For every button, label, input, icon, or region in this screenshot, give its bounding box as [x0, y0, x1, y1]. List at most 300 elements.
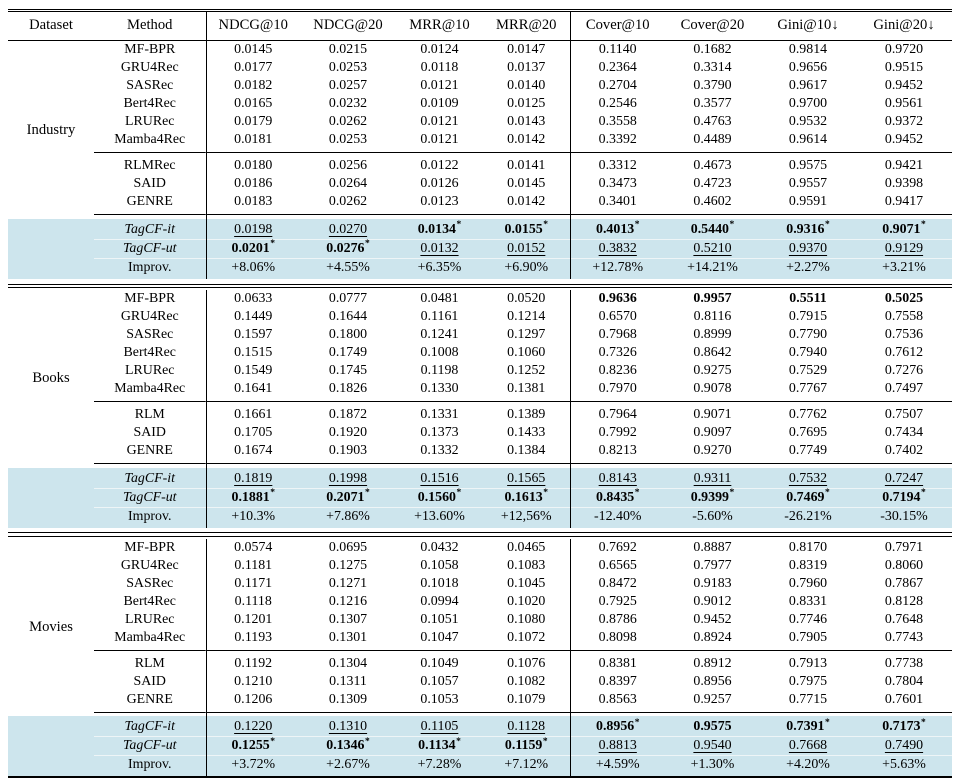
metric-cell	[570, 193, 665, 211]
metric-cell	[300, 539, 396, 557]
metric-value: 0.3558	[598, 113, 637, 129]
metric-value: 0.0186	[234, 175, 273, 191]
metric-value: 0.1449	[234, 308, 273, 324]
method-label: RLM	[134, 406, 165, 422]
significance-star: *	[364, 239, 370, 250]
metric-value: 0.1053	[420, 691, 459, 707]
method-label: TagCF-it	[94, 219, 206, 239]
method-label: TagCF-it	[94, 716, 206, 736]
metric-value: 0.1080	[507, 611, 546, 627]
metric-value: 0.0177	[234, 59, 273, 75]
metric-cell	[665, 95, 760, 113]
metric-value: 0.5440	[690, 221, 729, 237]
metric-value: 0.7326	[598, 344, 637, 360]
column-header-method: Method	[94, 11, 206, 41]
metric-value: 0.1171	[234, 575, 273, 591]
metric-value: 0.8170	[788, 539, 828, 555]
metric-value: 0.1210	[234, 673, 273, 689]
metric-value: 0.7767	[788, 380, 828, 396]
metric-cell	[483, 673, 570, 691]
metric-value: 0.0145	[507, 175, 546, 191]
group-divider-line	[570, 647, 952, 655]
group-divider-line	[570, 460, 952, 468]
metric-value: +1.30%	[690, 757, 735, 773]
metric-value: 0.9575	[788, 157, 828, 173]
metric-cell	[483, 258, 570, 278]
metric-cell	[300, 442, 396, 460]
metric-value: 0.7668	[788, 738, 828, 754]
metric-cell	[665, 716, 760, 736]
method-label: Improv.	[94, 258, 206, 278]
metric-cell	[300, 131, 396, 149]
metric-value: 0.9316	[786, 221, 825, 237]
dataset-label: Industry	[26, 121, 76, 138]
method-label: TagCF-ut	[94, 239, 206, 258]
metric-value: 0.3832	[598, 240, 637, 256]
metric-value: 0.0232	[328, 95, 368, 111]
metric-cell	[206, 344, 300, 362]
metric-cell	[760, 691, 856, 709]
metric-value: 0.1018	[420, 575, 459, 591]
metric-cell	[856, 716, 952, 736]
metric-value: +13.60%	[414, 508, 465, 524]
method-label: MF-BPR	[124, 539, 176, 555]
metric-value: 0.1331	[420, 406, 459, 422]
metric-cell	[760, 673, 856, 691]
method-label: Improv.	[94, 756, 206, 777]
metric-value: 0.0142	[507, 193, 546, 209]
metric-value: -5.60%	[692, 508, 733, 524]
metric-value: 0.8472	[598, 575, 637, 591]
metric-value: +7.28%	[417, 757, 462, 773]
metric-cell	[483, 691, 570, 709]
metric-cell	[760, 290, 856, 308]
metric-cell	[483, 344, 570, 362]
metric-cell	[396, 131, 483, 149]
metric-cell	[396, 557, 483, 575]
metric-cell	[483, 593, 570, 611]
metric-value: +5.63%	[882, 757, 926, 773]
group-divider-line	[206, 647, 570, 655]
metric-value: 0.7276	[884, 362, 924, 378]
metric-cell	[300, 239, 396, 258]
metric-value: 0.4013	[596, 221, 635, 237]
metric-value: 0.1565	[507, 470, 546, 486]
metric-value: 0.7507	[884, 406, 924, 422]
metric-cell	[396, 113, 483, 131]
metric-value: 0.1216	[328, 593, 368, 609]
metric-value: 0.8060	[884, 557, 924, 573]
metric-value: 0.1613	[504, 489, 543, 505]
metric-cell	[665, 655, 760, 673]
metric-value: 0.0257	[328, 77, 368, 93]
metric-cell	[665, 575, 760, 593]
method-label: MF-BPR	[124, 290, 176, 306]
method-label: Mamba4Rec	[114, 629, 186, 645]
metric-value: 0.1082	[507, 673, 546, 689]
significance-star: *	[920, 488, 926, 499]
metric-value: 0.1384	[507, 442, 546, 458]
metric-value: 0.0264	[328, 175, 368, 191]
metric-value: 0.1198	[420, 362, 459, 378]
metric-cell	[856, 157, 952, 175]
metric-value: 0.8912	[693, 655, 732, 671]
method-label: SASRec	[126, 575, 174, 591]
metric-cell	[206, 380, 300, 398]
table-row-highlighted	[8, 507, 952, 527]
metric-cell	[300, 468, 396, 488]
metric-value: 0.9814	[788, 42, 828, 57]
metric-value: 0.5210	[693, 240, 732, 256]
method-label: RLM	[134, 655, 165, 671]
metric-cell	[300, 95, 396, 113]
metric-cell	[856, 131, 952, 149]
metric-cell	[206, 716, 300, 736]
dataset-label: Movies	[29, 619, 73, 636]
table-row	[8, 113, 952, 131]
metric-cell	[396, 716, 483, 736]
metric-cell	[856, 258, 952, 278]
significance-star: *	[456, 736, 461, 747]
metric-cell	[760, 380, 856, 398]
metric-value: 0.1301	[328, 629, 368, 645]
group-divider-line	[94, 398, 206, 406]
group-divider-line	[94, 149, 206, 157]
group-divider-line	[94, 647, 206, 655]
metric-cell	[665, 756, 760, 777]
metric-cell	[665, 507, 760, 527]
metric-cell	[396, 406, 483, 424]
metric-cell	[665, 59, 760, 77]
metric-value: 0.9421	[884, 157, 924, 173]
significance-star: *	[270, 736, 275, 747]
metric-value: 0.7746	[788, 611, 828, 627]
metric-value: 0.4489	[693, 131, 732, 147]
metric-cell	[665, 539, 760, 557]
metric-value: 0.7971	[884, 539, 924, 555]
metric-cell	[665, 557, 760, 575]
metric-value: 0.7173	[882, 719, 921, 735]
group-divider-line	[94, 460, 206, 468]
metric-value: 0.1549	[234, 362, 273, 378]
metric-cell	[483, 59, 570, 77]
metric-value: 0.0118	[420, 59, 459, 75]
metric-value: +10.3%	[231, 508, 276, 524]
metric-value: 0.7536	[884, 326, 924, 342]
metric-value: 0.1641	[234, 380, 273, 396]
metric-value: 0.7434	[884, 424, 924, 440]
metric-value: 0.7490	[884, 738, 924, 754]
metric-value: 0.1304	[328, 655, 368, 671]
metric-value: 0.9515	[884, 59, 924, 75]
metric-value: 0.1311	[329, 673, 367, 689]
metric-cell	[665, 442, 760, 460]
metric-value: 0.7970	[598, 380, 637, 396]
metric-value: 0.7194	[882, 489, 921, 505]
metric-cell	[206, 157, 300, 175]
metric-value: 0.0481	[420, 290, 459, 306]
metric-value: +4.55%	[326, 259, 370, 275]
metric-value: 0.9617	[788, 77, 828, 93]
metric-value: 0.0155	[504, 221, 543, 237]
block-divider-double-line	[8, 532, 952, 537]
metric-cell	[665, 157, 760, 175]
metric-value: 0.8381	[598, 655, 637, 671]
metric-cell	[760, 424, 856, 442]
metric-value: 0.8236	[598, 362, 637, 378]
metric-value: 0.9591	[788, 193, 828, 209]
metric-value: +4.20%	[786, 757, 830, 773]
metric-cell	[570, 77, 665, 95]
metric-cell	[856, 655, 952, 673]
metric-value: 0.1674	[234, 442, 273, 458]
metric-cell	[760, 258, 856, 278]
method-label: LRURec	[125, 362, 175, 378]
metric-cell	[483, 77, 570, 95]
group-divider-line	[94, 211, 206, 219]
metric-cell	[570, 290, 665, 308]
metric-value: 0.1214	[507, 308, 546, 324]
metric-value: 0.0121	[420, 113, 459, 129]
metric-value: 0.7804	[884, 673, 924, 689]
metric-cell	[300, 59, 396, 77]
metric-cell	[396, 691, 483, 709]
metric-value: 0.9636	[598, 290, 637, 306]
metric-cell	[760, 239, 856, 258]
metric-value: 0.0432	[420, 539, 459, 555]
metric-cell	[856, 113, 952, 131]
metric-cell	[300, 673, 396, 691]
table-row-highlighted	[8, 219, 952, 239]
metric-cell	[665, 488, 760, 507]
metric-cell	[483, 655, 570, 673]
metric-value: +6.90%	[504, 259, 549, 275]
metric-value: 0.1049	[420, 655, 459, 671]
method-label: Mamba4Rec	[114, 131, 186, 147]
group-divider-line	[206, 398, 570, 406]
metric-value: 0.9656	[788, 59, 828, 75]
metric-value: 0.1381	[507, 380, 546, 396]
metric-cell	[665, 406, 760, 424]
table-row	[8, 362, 952, 380]
metric-cell	[760, 175, 856, 193]
metric-cell	[396, 95, 483, 113]
metric-cell	[665, 113, 760, 131]
metric-value: 0.6565	[598, 557, 637, 573]
table-row	[8, 175, 952, 193]
metric-cell	[396, 424, 483, 442]
metric-value: 0.7532	[788, 470, 828, 486]
table-row	[8, 41, 952, 59]
method-label: SAID	[133, 424, 166, 440]
metric-value: 0.0465	[507, 539, 546, 555]
metric-cell	[570, 507, 665, 527]
metric-value: 0.9071	[882, 221, 921, 237]
metric-cell	[665, 424, 760, 442]
method-label: SASRec	[126, 77, 174, 93]
significance-star: *	[364, 488, 370, 499]
method-label: TagCF-ut	[94, 737, 206, 756]
metric-value: 0.9957	[693, 290, 732, 306]
metric-value: 0.1079	[507, 691, 546, 707]
block-divider-double-line	[8, 284, 952, 289]
metric-value: 0.8786	[598, 611, 637, 627]
metric-cell	[570, 175, 665, 193]
metric-value: 0.5511	[789, 290, 827, 306]
metric-cell	[483, 131, 570, 149]
metric-cell	[206, 219, 300, 239]
method-label: GENRE	[126, 193, 173, 209]
metric-cell	[856, 424, 952, 442]
metric-value: 0.9270	[693, 442, 732, 458]
metric-value: 0.7695	[788, 424, 828, 440]
metric-cell	[760, 77, 856, 95]
metric-cell	[396, 468, 483, 488]
metric-cell	[300, 593, 396, 611]
metric-cell	[760, 113, 856, 131]
metric-value: 0.9720	[884, 42, 924, 57]
metric-value: 0.4763	[693, 113, 732, 129]
metric-value: 0.1597	[234, 326, 273, 342]
group-divider	[8, 398, 952, 406]
column-header-dataset: Dataset	[8, 11, 94, 41]
metric-cell	[665, 219, 760, 239]
table-row	[8, 77, 952, 95]
table-row	[8, 157, 952, 175]
metric-value: 0.8999	[693, 326, 732, 342]
metric-cell	[206, 95, 300, 113]
metric-value: 0.7715	[788, 691, 828, 707]
metric-value: 0.9532	[788, 113, 828, 129]
method-label: GRU4Rec	[120, 59, 179, 75]
metric-cell	[570, 380, 665, 398]
metric-cell	[396, 258, 483, 278]
metric-cell	[396, 611, 483, 629]
metric-cell	[760, 575, 856, 593]
metric-cell	[206, 611, 300, 629]
metric-value: -12.40%	[594, 508, 642, 524]
metric-cell	[760, 756, 856, 777]
metric-value: 0.1083	[507, 557, 546, 573]
metric-value: 0.1076	[507, 655, 546, 671]
metric-cell	[483, 442, 570, 460]
metric-value: +8.06%	[231, 259, 276, 275]
metric-cell	[396, 175, 483, 193]
metric-value: 0.1193	[234, 629, 273, 645]
method-label: Bert4Rec	[123, 593, 176, 609]
metric-cell	[570, 716, 665, 736]
metric-cell	[483, 113, 570, 131]
metric-value: 0.9452	[693, 611, 732, 627]
metric-value: 0.1903	[328, 442, 368, 458]
metric-cell	[300, 406, 396, 424]
metric-cell	[206, 593, 300, 611]
block-divider-cell	[8, 279, 952, 290]
metric-value: 0.1271	[328, 575, 368, 591]
metric-value: 0.0152	[507, 240, 546, 256]
metric-cell	[206, 258, 300, 278]
metric-value: 0.1310	[328, 719, 368, 735]
metric-value: 0.1020	[507, 593, 546, 609]
metric-value: 0.1008	[420, 344, 459, 360]
table-row-highlighted	[8, 488, 952, 507]
metric-cell	[396, 539, 483, 557]
metric-cell	[760, 629, 856, 647]
metric-value: 0.7905	[788, 629, 828, 645]
column-header-ndcg20: NDCG@20	[300, 11, 396, 41]
metric-cell	[665, 258, 760, 278]
metric-cell	[206, 737, 300, 756]
table-row	[8, 59, 952, 77]
metric-cell	[856, 77, 952, 95]
significance-star: *	[270, 239, 275, 250]
metric-value: 0.0520	[507, 290, 546, 306]
table-row	[8, 575, 952, 593]
metric-value: 0.7940	[788, 344, 828, 360]
metric-value: 0.3401	[598, 193, 637, 209]
metric-cell	[396, 290, 483, 308]
method-label: GENRE	[126, 691, 173, 707]
metric-value: +6.35%	[417, 259, 462, 275]
metric-cell	[760, 655, 856, 673]
metric-cell	[856, 290, 952, 308]
dataset-highlight-cell	[8, 468, 94, 528]
metric-value: 0.1252	[507, 362, 546, 378]
metric-value: 0.9078	[693, 380, 732, 396]
metric-cell	[300, 326, 396, 344]
metric-value: 0.9012	[693, 593, 732, 609]
metric-cell	[206, 655, 300, 673]
metric-value: 0.1745	[328, 362, 368, 378]
block-divider-cell	[8, 528, 952, 539]
metric-value: 0.0126	[420, 175, 459, 191]
metric-cell	[570, 344, 665, 362]
metric-cell	[300, 290, 396, 308]
metric-value: 0.4723	[693, 175, 732, 191]
metric-cell	[206, 290, 300, 308]
metric-cell	[206, 239, 300, 258]
metric-cell	[856, 308, 952, 326]
group-divider-line	[570, 211, 952, 219]
metric-value: 0.0574	[234, 539, 273, 555]
metric-value: 0.8887	[693, 539, 732, 555]
metric-cell	[396, 737, 483, 756]
metric-value: 0.1826	[328, 380, 368, 396]
metric-value: 0.7977	[693, 557, 732, 573]
metric-cell	[856, 380, 952, 398]
metric-cell	[483, 756, 570, 777]
metric-cell	[483, 193, 570, 211]
results-table	[8, 9, 952, 778]
metric-cell	[483, 157, 570, 175]
metric-value: 0.0141	[507, 157, 546, 173]
metric-value: 0.9557	[788, 175, 828, 191]
metric-value: 0.8642	[693, 344, 732, 360]
group-divider	[8, 460, 952, 468]
metric-value: 0.0262	[328, 113, 368, 129]
metric-value: 0.1047	[420, 629, 459, 645]
metric-cell	[570, 95, 665, 113]
metric-value: 0.0994	[420, 593, 459, 609]
metric-value: 0.0143	[507, 113, 546, 129]
column-header-cover10: Cover@10	[570, 11, 665, 41]
metric-cell	[483, 362, 570, 380]
table-row	[8, 326, 952, 344]
metric-cell	[483, 41, 570, 59]
metric-cell	[206, 113, 300, 131]
significance-star: *	[634, 717, 640, 728]
metric-cell	[300, 737, 396, 756]
